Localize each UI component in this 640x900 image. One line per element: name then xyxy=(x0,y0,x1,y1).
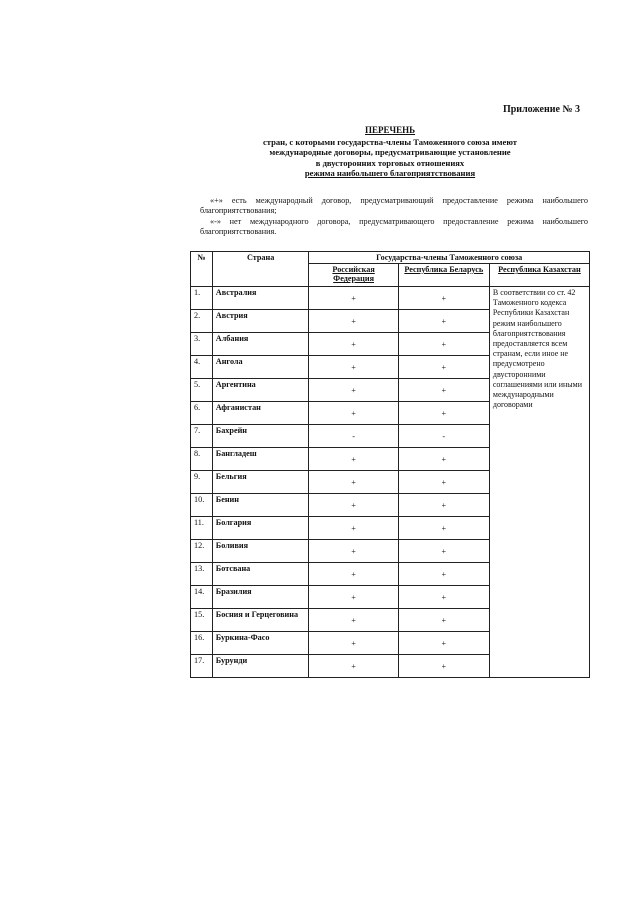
country-name: Ботсвана xyxy=(212,563,309,586)
by-mark: - xyxy=(398,425,489,448)
by-mark: + xyxy=(398,402,489,425)
by-mark: + xyxy=(398,632,489,655)
by-mark: + xyxy=(398,586,489,609)
row-number: 8. xyxy=(191,448,213,471)
row-number: 16. xyxy=(191,632,213,655)
row-number: 11. xyxy=(191,517,213,540)
by-mark: + xyxy=(398,563,489,586)
country-name: Бангладеш xyxy=(212,448,309,471)
rf-mark: + xyxy=(309,494,398,517)
rf-mark: + xyxy=(309,471,398,494)
by-mark: + xyxy=(398,310,489,333)
row-number: 7. xyxy=(191,425,213,448)
heading-line-5: режима наибольшего благоприятствования xyxy=(304,168,476,178)
by-mark: + xyxy=(398,655,489,678)
row-number: 6. xyxy=(191,402,213,425)
rf-mark: + xyxy=(309,448,398,471)
by-mark: + xyxy=(398,609,489,632)
by-mark: + xyxy=(398,471,489,494)
row-number: 4. xyxy=(191,356,213,379)
heading-title: ПЕРЕЧЕНЬ xyxy=(364,125,416,135)
rf-mark: + xyxy=(309,540,398,563)
by-mark: + xyxy=(398,448,489,471)
rf-mark: + xyxy=(309,379,398,402)
header-group: Государства-члены Таможенного союза xyxy=(309,252,590,264)
by-mark: + xyxy=(398,517,489,540)
row-number: 13. xyxy=(191,563,213,586)
country-name: Австрия xyxy=(212,310,309,333)
country-name: Бенин xyxy=(212,494,309,517)
header-rf: Российская Федерация xyxy=(309,264,398,287)
row-number: 15. xyxy=(191,609,213,632)
row-number: 14. xyxy=(191,586,213,609)
row-number: 10. xyxy=(191,494,213,517)
rf-mark: + xyxy=(309,563,398,586)
country-name: Буркина-Фасо xyxy=(212,632,309,655)
row-number: 9. xyxy=(191,471,213,494)
header-num: № xyxy=(191,252,213,287)
country-name: Босния и Герцеговина xyxy=(212,609,309,632)
legend-plus: «+» есть международный договор, предусматривающий предоставление режима наибольшего благоприятствования; xyxy=(200,196,588,215)
country-name: Афганистан xyxy=(212,402,309,425)
row-number: 3. xyxy=(191,333,213,356)
rf-mark: + xyxy=(309,655,398,678)
country-name: Болгария xyxy=(212,517,309,540)
country-name: Бурунди xyxy=(212,655,309,678)
country-name: Ангола xyxy=(212,356,309,379)
rf-mark: + xyxy=(309,287,398,310)
row-number: 12. xyxy=(191,540,213,563)
rf-mark: + xyxy=(309,333,398,356)
legend-minus: «-» нет международного договора, предусматривающего предоставление режима наибольшего благоприятствования. xyxy=(200,217,588,236)
kz-note: В соответствии со ст. 42 Таможенного кодекса Республики Казахстан режим наибольшего благоприятствования предоставляется всем странам, если иное не предусмотрено двусторонними соглашениями или иными международными договорами xyxy=(489,287,589,678)
rf-mark: + xyxy=(309,586,398,609)
rf-mark: + xyxy=(309,609,398,632)
rf-mark: + xyxy=(309,356,398,379)
by-mark: + xyxy=(398,540,489,563)
legend xyxy=(200,196,588,238)
rf-mark: - xyxy=(309,425,398,448)
country-name: Аргентина xyxy=(212,379,309,402)
rf-mark: + xyxy=(309,402,398,425)
document-heading xyxy=(190,125,590,179)
header-country: Страна xyxy=(212,252,309,287)
by-mark: + xyxy=(398,379,489,402)
heading-line-2: стран, с которыми государства-члены Таможенного союза имеют xyxy=(262,136,518,147)
rf-mark: + xyxy=(309,632,398,655)
row-number: 5. xyxy=(191,379,213,402)
country-name: Боливия xyxy=(212,540,309,563)
rf-mark: + xyxy=(309,517,398,540)
appendix-label: Приложение № 3 xyxy=(502,104,580,115)
country-name: Бразилия xyxy=(212,586,309,609)
table-row xyxy=(191,287,590,310)
heading-line-4: в двусторонних торговых отношениях xyxy=(315,157,465,168)
heading-line-3: международные договоры, предусматривающие установление xyxy=(269,147,511,157)
header-kz: Республика Казахстан xyxy=(489,264,589,287)
rf-mark: + xyxy=(309,310,398,333)
by-mark: + xyxy=(398,356,489,379)
by-mark: + xyxy=(398,333,489,356)
by-mark: + xyxy=(398,494,489,517)
table-header-row xyxy=(191,252,590,264)
countries-table xyxy=(190,251,590,678)
country-name: Албания xyxy=(212,333,309,356)
table-body xyxy=(191,287,590,678)
header-by: Республика Беларусь xyxy=(398,264,489,287)
country-name: Австралия xyxy=(212,287,309,310)
by-mark: + xyxy=(398,287,489,310)
country-name: Бельгия xyxy=(212,471,309,494)
row-number: 1. xyxy=(191,287,213,310)
row-number: 2. xyxy=(191,310,213,333)
country-name: Бахрейн xyxy=(212,425,309,448)
row-number: 17. xyxy=(191,655,213,678)
